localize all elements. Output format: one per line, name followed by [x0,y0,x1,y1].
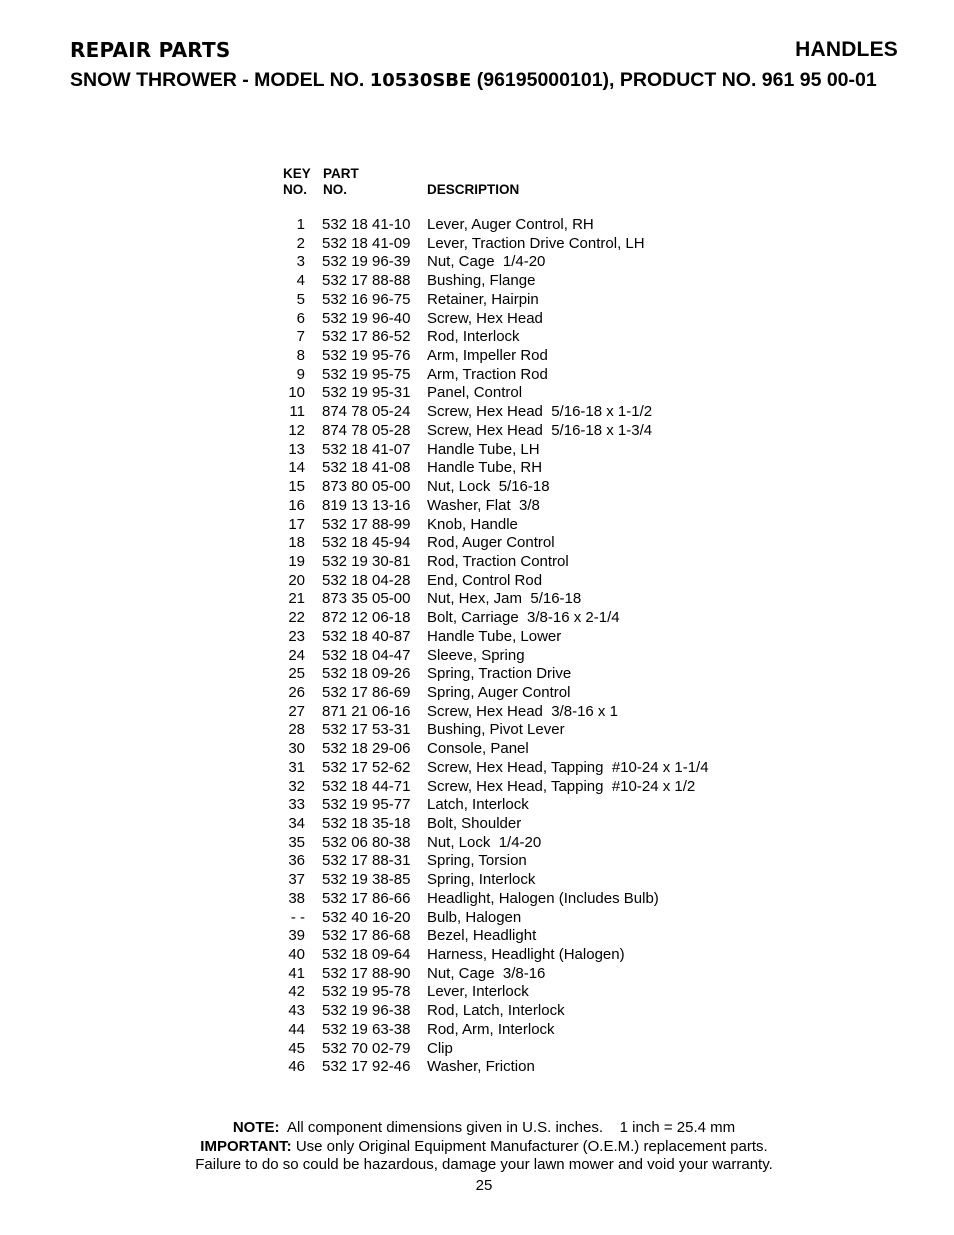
key-no: 13 [288,440,305,458]
part-no-header [323,166,427,198]
key-no: 39 [288,927,305,945]
key-no: 24 [288,646,305,664]
description: Handle Tube, Lower [427,627,562,645]
description: Console, Panel [427,740,529,758]
part-no: 532 19 96-38 [322,1002,411,1020]
key-header-line1: KEY [283,166,311,181]
description: Screw, Hex Head [427,309,543,327]
description: Screw, Hex Head, Tapping #10-24 x 1-1/4 [427,758,709,776]
parts-rows [283,216,709,1077]
part-no: 532 18 41-10 [322,216,411,233]
description: Rod, Traction Control [427,552,569,570]
description-header: DESCRIPTION [427,182,520,197]
table-row [283,852,709,871]
description: Bolt, Carriage 3/8-16 x 2-1/4 [427,609,620,627]
part-no: 532 18 45-94 [322,534,411,552]
part-no: 532 19 95-78 [322,983,411,1001]
key-no: 33 [288,796,305,814]
description: Spring, Auger Control [427,683,571,701]
part-no: 532 19 63-38 [322,1020,411,1038]
part-no: 873 35 05-00 [322,590,411,608]
table-row [283,422,709,441]
key-no: 22 [288,609,305,627]
key-no: 42 [288,983,305,1001]
description: Lever, Interlock [427,983,529,1001]
part-no: 532 16 96-75 [322,290,411,308]
table-row [283,1058,709,1077]
part-no: 532 19 95-77 [322,796,411,814]
part-no: 532 19 30-81 [322,552,411,570]
description: Latch, Interlock [427,796,529,814]
description: Screw, Hex Head 5/16-18 x 1-1/2 [427,403,653,421]
parts-column-headers [283,166,709,198]
section-name: HANDLES [795,38,898,61]
warning-line: Failure to do so could be hazardous, damage your lawn mower and void your warranty. [195,1156,773,1173]
key-no: 14 [288,459,305,477]
model-number: 10530SBE [369,70,472,91]
key-no: 18 [288,534,305,552]
part-no: 532 19 95-75 [322,365,411,383]
description: Screw, Hex Head 3/8-16 x 1 [427,702,618,720]
key-no: 2 [296,234,305,252]
key-no: 1 [296,216,305,233]
table-row [283,778,709,797]
subtitle-suffix: (96195000101), PRODUCT NO. 961 95 00-01 [471,69,877,91]
description: Handle Tube, LH [427,440,540,458]
description: Washer, Friction [427,1058,535,1076]
table-row [283,572,709,591]
description: Panel, Control [427,384,523,402]
description: Washer, Flat 3/8 [427,496,540,514]
table-row [283,740,709,759]
description: Nut, Hex, Jam 5/16-18 [427,590,582,608]
model-subtitle [70,69,910,92]
key-no: 21 [288,590,305,608]
description: Bolt, Shoulder [427,815,522,832]
key-no: 4 [296,272,305,290]
table-row [283,609,709,628]
key-no: 37 [288,871,305,889]
key-no: 12 [288,421,305,439]
section-title: REPAIR PARTS [70,38,231,62]
table-row [283,927,709,946]
key-no: 35 [288,833,305,851]
description: Rod, Arm, Interlock [427,1020,555,1038]
key-no: 28 [288,721,305,739]
table-row [283,815,709,834]
description: Bezel, Headlight [427,927,537,945]
description: Nut, Cage 1/4-20 [427,253,546,271]
key-no: 36 [288,852,305,870]
description: Bushing, Pivot Lever [427,721,565,739]
part-no: 532 17 52-62 [322,758,411,776]
key-no: 40 [288,946,305,964]
table-row [283,347,709,366]
part-no: 532 06 80-38 [322,833,411,851]
description: Arm, Traction Rod [427,365,548,383]
description: Bushing, Flange [427,272,536,290]
part-no: 532 19 96-40 [322,309,411,327]
table-row [283,310,709,329]
description: Rod, Latch, Interlock [427,1002,565,1020]
description: Arm, Impeller Rod [427,347,548,365]
table-row [283,497,709,516]
table-row [283,553,709,572]
description: Harness, Headlight (Halogen) [427,946,625,964]
subtitle-prefix: SNOW THROWER - MODEL NO. [70,69,370,91]
key-no: 10 [288,384,305,402]
part-no: 532 19 95-76 [322,347,411,365]
description: Bulb, Halogen [427,908,522,926]
table-row [283,478,709,497]
key-no: 15 [288,478,305,496]
part-no: 532 17 88-99 [322,515,411,533]
key-no: 5 [296,290,305,308]
table-row [283,665,709,684]
part-no: 532 18 41-08 [322,459,411,477]
part-header-line2: NO. [323,182,348,197]
description: Clip [427,1039,453,1057]
key-no: 31 [288,758,305,776]
note-label: NOTE: [232,1119,280,1136]
key-no: 19 [288,552,305,570]
table-row [283,890,709,909]
part-no: 532 18 35-18 [322,815,411,832]
table-row [283,647,709,666]
description: End, Control Rod [427,571,543,589]
important-text: Use only Original Equipment Manufacturer (O.E.M.) replacement parts. [291,1137,768,1155]
part-no: 532 17 86-68 [322,927,411,945]
description: Spring, Traction Drive [427,665,572,683]
key-no: 9 [296,365,305,383]
table-row [283,909,709,928]
part-no: 532 17 88-90 [322,964,411,982]
table-row [283,516,709,535]
key-no: 30 [288,740,305,758]
key-no: 11 [289,403,305,421]
key-no: 6 [296,309,305,327]
table-row [283,721,709,740]
key-no: 45 [288,1039,305,1057]
description: Headlight, Halogen (Includes Bulb) [427,889,659,907]
key-no: 46 [288,1058,305,1076]
table-row [283,590,709,609]
key-no: 23 [288,627,305,645]
important-line [0,1138,954,1157]
table-row [283,291,709,310]
part-no: 532 19 38-85 [322,871,411,889]
part-no: 532 17 86-52 [322,328,411,346]
table-row [283,328,709,347]
key-header-line2: NO. [283,182,308,197]
table-row [283,834,709,853]
table-row [283,1002,709,1021]
part-no: 532 17 88-88 [322,272,411,290]
part-no: 532 18 29-06 [322,740,411,758]
part-no: 874 78 05-24 [322,403,411,421]
table-row [283,272,709,291]
part-no: 532 19 96-39 [322,253,411,271]
part-no: 532 18 41-09 [322,234,411,252]
key-no: 41 [288,964,305,982]
table-row [283,946,709,965]
table-row [283,703,709,722]
part-no: 871 21 06-16 [322,702,411,720]
part-no: 532 19 95-31 [322,384,411,402]
description: Handle Tube, RH [427,459,543,477]
part-no: 532 17 92-46 [322,1058,411,1076]
table-row [283,216,709,235]
table-row [283,759,709,778]
key-no: 7 [296,328,305,346]
table-row [283,965,709,984]
table-row [283,534,709,553]
part-no: 532 17 86-66 [322,889,411,907]
description: Lever, Traction Drive Control, LH [427,234,645,252]
part-no: 532 18 04-28 [322,571,411,589]
key-no: 44 [288,1020,305,1038]
part-no: 532 17 88-31 [322,852,411,870]
key-no: 34 [288,815,305,832]
part-no: 532 18 44-71 [322,777,411,795]
part-no: 532 70 02-79 [322,1039,411,1057]
description: Nut, Cage 3/8-16 [427,964,546,982]
key-no: - - [290,908,305,926]
table-row [283,983,709,1002]
key-no: 25 [288,665,305,683]
part-no: 532 18 40-87 [322,627,411,645]
key-no: 3 [296,253,305,271]
description: Rod, Interlock [427,328,520,346]
parts-list [283,166,709,1077]
key-no: 32 [288,777,305,795]
key-no: 17 [288,515,305,533]
part-no: 532 40 16-20 [322,908,411,926]
part-no: 532 18 04-47 [322,646,411,664]
table-row [283,366,709,385]
key-no: 27 [288,702,305,720]
part-header-line1: PART [323,166,359,181]
table-row [283,253,709,272]
table-row [283,441,709,460]
table-row [283,1040,709,1059]
key-no: 26 [288,683,305,701]
key-no: 16 [288,496,305,514]
page-header [70,38,898,62]
table-row [283,384,709,403]
part-no: 874 78 05-28 [322,421,411,439]
description: Spring, Interlock [427,871,536,889]
description: Rod, Auger Control [427,534,555,552]
key-no: 43 [288,1002,305,1020]
table-row [283,628,709,647]
footer-notes [0,1119,954,1175]
note-line [0,1119,954,1138]
description: Screw, Hex Head, Tapping #10-24 x 1/2 [427,777,696,795]
table-row [283,1021,709,1040]
note-text: All component dimensions given in U.S. inches. 1 inch = 25.4 mm [279,1119,736,1136]
key-no: 8 [296,347,305,365]
description: Spring, Torsion [427,852,527,870]
part-no: 819 13 13-16 [322,496,411,514]
table-row [283,871,709,890]
part-no: 532 18 09-64 [322,946,411,964]
description: Sleeve, Spring [427,646,525,664]
description: Retainer, Hairpin [427,290,539,308]
description: Screw, Hex Head 5/16-18 x 1-3/4 [427,421,653,439]
table-row [283,796,709,815]
page-number: 25 [475,1177,493,1194]
part-no: 532 17 86-69 [322,683,411,701]
table-row [283,459,709,478]
part-no: 872 12 06-18 [322,609,411,627]
description: Lever, Auger Control, RH [427,216,594,233]
key-no: 38 [288,889,305,907]
part-no: 532 18 41-07 [322,440,411,458]
table-row [283,684,709,703]
important-label: IMPORTANT: [200,1137,292,1155]
part-no: 532 17 53-31 [322,721,411,739]
key-no-header [283,166,323,198]
table-row [283,403,709,422]
part-no: 873 80 05-00 [322,478,411,496]
description: Nut, Lock 5/16-18 [427,478,550,496]
description: Knob, Handle [427,515,518,533]
key-no: 20 [288,571,305,589]
table-row [283,235,709,254]
part-no: 532 18 09-26 [322,665,411,683]
description: Nut, Lock 1/4-20 [427,833,542,851]
